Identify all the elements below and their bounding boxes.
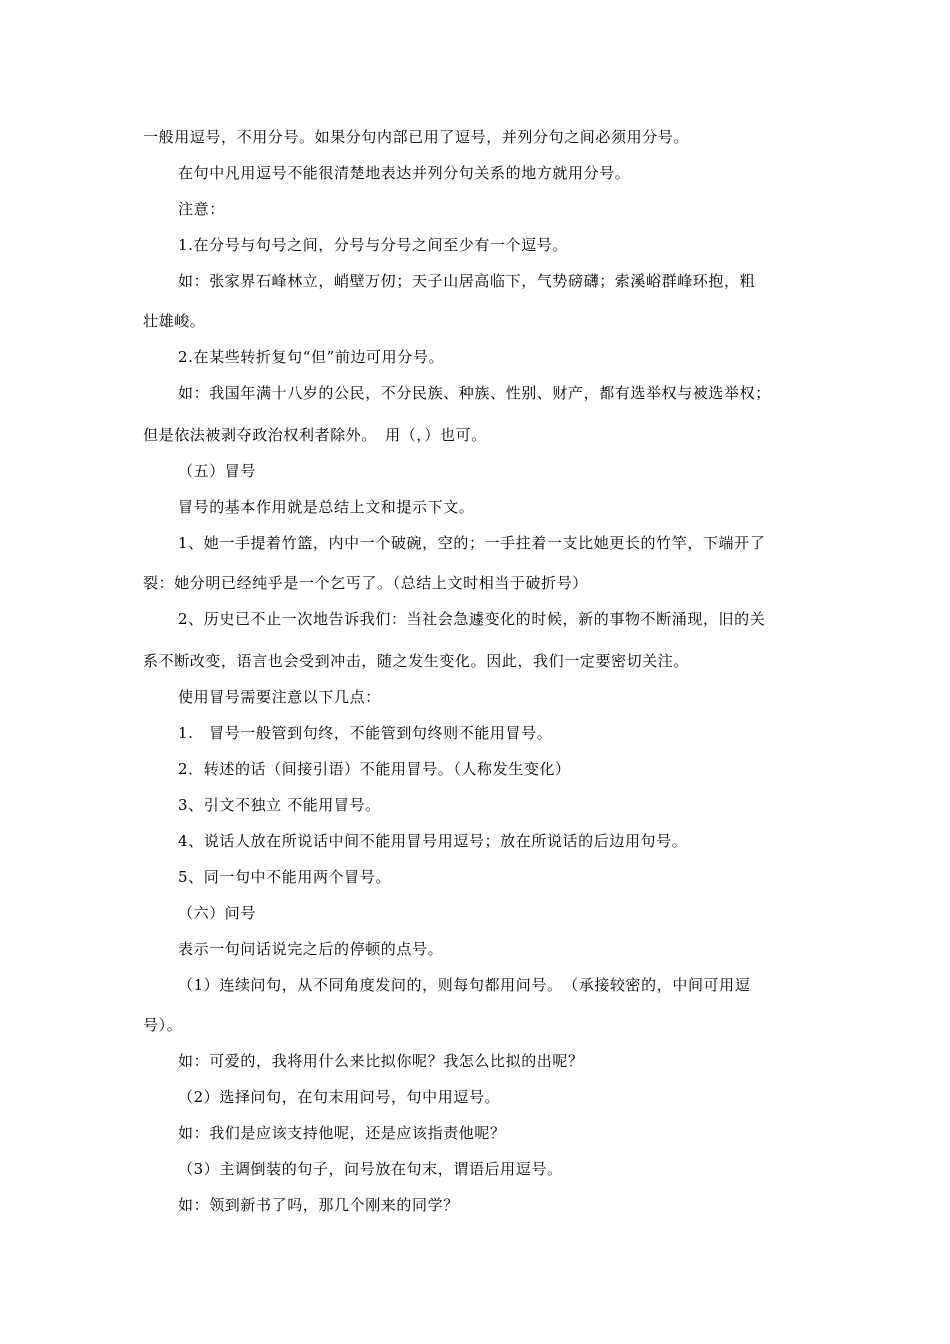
text-line: 在句中凡用逗号不能很清楚地表达并列分句关系的地方就用分号。 <box>178 164 631 182</box>
text-line: 如：我们是应该支持他呢，还是应该指责他呢？ <box>178 1124 506 1142</box>
text-line: （2）选择问句，在句末用问号，句中用逗号。 <box>178 1088 501 1106</box>
text-line: 2．转述的话（间接引语）不能用冒号。（人称发生变化） <box>178 760 571 778</box>
text-line: 4、说话人放在所说话中间不能用冒号用逗号；放在所说话的后边用句号。 <box>178 832 688 850</box>
text-line: 如：可爱的，我将用什么来比拟你呢？我怎么比拟的出呢？ <box>178 1052 584 1070</box>
text-line: 如：张家界石峰林立，峭壁万仞；天子山居高临下，气势磅礴；索溪峪群峰环抱，粗 <box>178 272 756 290</box>
text-line: 使用冒号需要注意以下几点： <box>178 688 381 706</box>
text-line: 2、历史已不止一次地告诉我们：当社会急遽变化的时候，新的事物不断涌现，旧的关 <box>178 610 766 628</box>
text-line: （3）主调倒装的句子，问号放在句末，谓语后用逗号。 <box>178 1160 563 1178</box>
text-line: 壮雄峻。 <box>143 312 206 330</box>
text-line: 3、引文不独立 不能用冒号。 <box>178 796 381 814</box>
text-line: 裂：她分明已经纯乎是一个乞丐了。（总结上文时相当于破折号） <box>143 574 588 592</box>
text-line: 5、同一句中不能用两个冒号。 <box>178 868 391 886</box>
text-line: 1. 冒号一般管到句终，不能管到句终则不能用冒号。 <box>178 724 553 742</box>
text-line: 注意： <box>178 200 225 218</box>
text-line: 系不断改变，语言也会受到冲击，随之发生变化。因此，我们一定要密切关注。 <box>143 652 690 670</box>
text-line: 但是依法被剥夺政治权利者除外。 用（，）也可。 <box>143 426 487 444</box>
text-line: 号）。 <box>143 1016 183 1034</box>
section-heading: （六）问号 <box>178 904 257 922</box>
text-line: 2.在某些转折复句“但”前边可用分号。 <box>178 348 445 366</box>
text-line: 1、她一手提着竹篮，内中一个破碗，空的；一手拄着一支比她更长的竹竿，下端开了 <box>178 534 766 552</box>
text-line: 冒号的基本作用就是总结上文和提示下文。 <box>178 498 475 516</box>
text-line: 如：领到新书了吗，那几个刚来的同学？ <box>178 1196 459 1214</box>
text-line: 1.在分号与句号之间，分号与分号之间至少有一个逗号。 <box>178 236 568 254</box>
text-line: 一般用逗号，不用分号。如果分句内部已用了逗号，并列分句之间必须用分号。 <box>143 128 690 146</box>
text-line: 表示一句问话说完之后的停顿的点号。 <box>178 940 444 958</box>
text-line: 如：我国年满十八岁的公民，不分民族、种族、性别、财产，都有选举权与被选举权； <box>178 384 771 402</box>
section-heading: （五）冒号 <box>178 462 257 480</box>
text-line: （1）连续问句，从不同角度发问的，则每句都用问号。 （承接较密的，中间可用逗 <box>178 976 751 994</box>
